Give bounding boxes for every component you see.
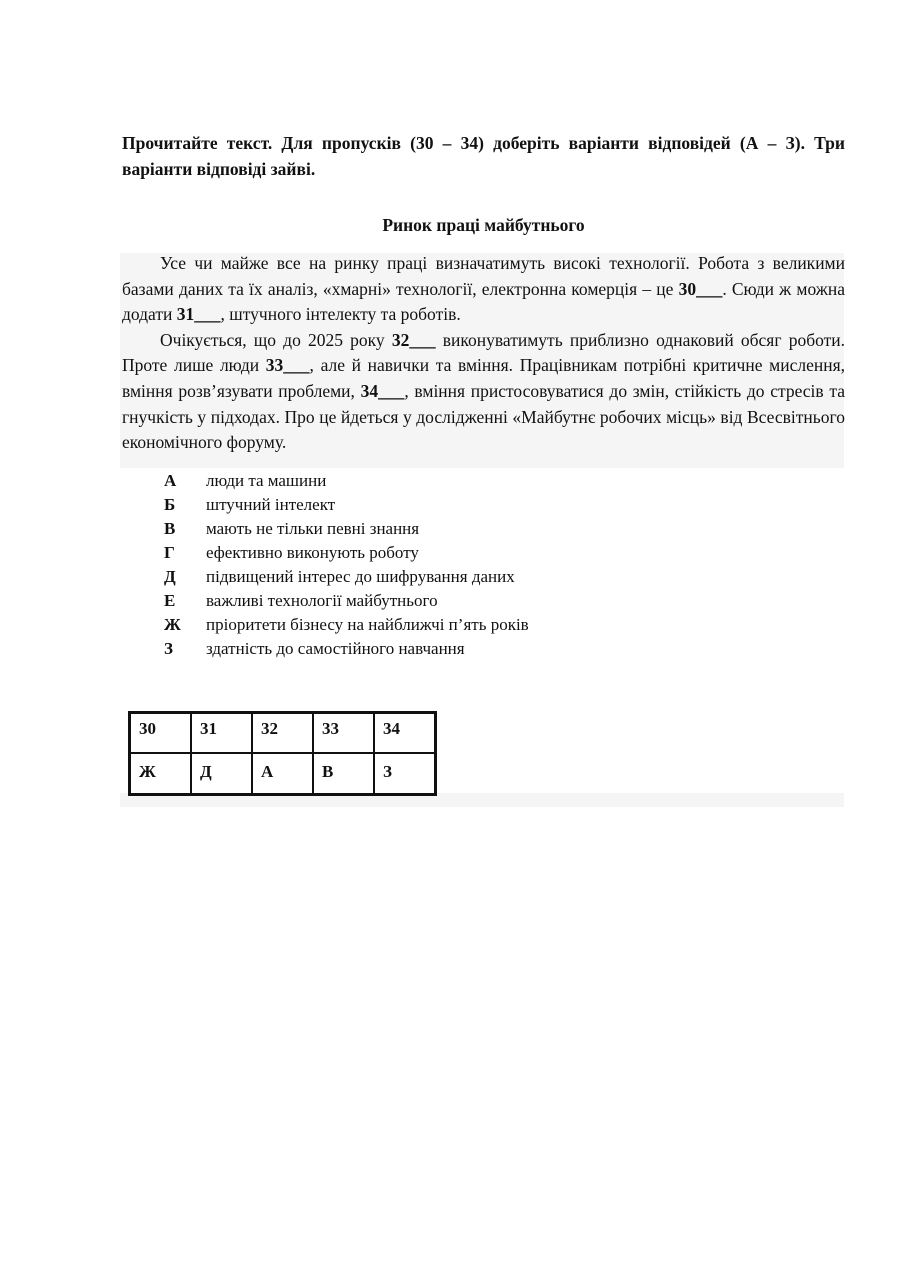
answer-table-header-row bbox=[130, 713, 436, 754]
option-letter: Ж bbox=[164, 615, 181, 634]
answer-table-answer-row bbox=[130, 753, 436, 795]
option-row bbox=[164, 541, 529, 565]
option-letter: В bbox=[164, 519, 176, 538]
task-instructions: Прочитайте текст. Для пропусків (30 – 34) доберіть варіанти відповідей (А – З). Три варіанти відповіді зайві. bbox=[122, 133, 845, 179]
option-text: пріоритети бізнесу на найближчі п’ять років bbox=[206, 615, 529, 634]
option-row bbox=[164, 637, 529, 661]
answer-header-cell: 33 bbox=[313, 713, 374, 754]
article-body bbox=[122, 251, 845, 456]
answer-cell: Д bbox=[191, 753, 252, 795]
answer-cell: А bbox=[252, 753, 313, 795]
option-row bbox=[164, 613, 529, 637]
option-text: ефективно виконують роботу bbox=[206, 543, 419, 562]
option-letter: Е bbox=[164, 591, 176, 610]
option-row bbox=[164, 565, 529, 589]
options-list bbox=[164, 469, 529, 661]
option-text: люди та машини bbox=[206, 471, 327, 490]
answer-cell: Ж bbox=[130, 753, 192, 795]
article-title: Ринок праці майбутнього bbox=[382, 215, 585, 235]
option-text: важливі технології майбутнього bbox=[206, 591, 438, 610]
answer-header-cell: 34 bbox=[374, 713, 436, 754]
option-text: мають не тільки певні знання bbox=[206, 519, 420, 538]
option-text: штучний інтелект bbox=[206, 495, 336, 514]
option-row bbox=[164, 517, 529, 541]
option-row bbox=[164, 493, 529, 517]
option-letter: Д bbox=[164, 567, 176, 586]
answer-header-cell: 30 bbox=[130, 713, 192, 754]
option-row bbox=[164, 589, 529, 613]
answer-cell: З bbox=[374, 753, 436, 795]
paragraph: Очікується, що до 2025 року 32___ виконуватимуть приблизно однаковий обсяг роботи. Проте лише люди 33___, але й навички та вміння. Працівникам потрібні критичне мислення, вміння розв’язувати проблеми, 34___, вміння пристосовуватися до змін, стійкість до стресів та гнучкість у підходах. Про це йдеться у дослідженні «Майбутнє робочих місць» від Всесвітнього економічного форуму. bbox=[122, 329, 845, 453]
answer-header-cell: 31 bbox=[191, 713, 252, 754]
option-letter: З bbox=[164, 639, 173, 658]
option-text: підвищений інтерес до шифрування даних bbox=[206, 567, 515, 586]
paragraph: Усе чи майже все на ринку праці визначатимуть високі технології. Робота з великими базами даних та їх аналіз, «хмарні» технології, електронна комерція – це 30___. Сюди ж можна додати 31___, штучного інтелекту та роботів. bbox=[122, 253, 845, 325]
option-letter: А bbox=[164, 471, 177, 490]
option-text: здатність до самостійного навчання bbox=[206, 639, 465, 658]
answer-cell: В bbox=[313, 753, 374, 795]
option-letter: Г bbox=[164, 543, 175, 562]
option-row bbox=[164, 469, 529, 493]
answer-table bbox=[128, 711, 437, 796]
option-letter: Б bbox=[164, 495, 176, 514]
answer-header-cell: 32 bbox=[252, 713, 313, 754]
